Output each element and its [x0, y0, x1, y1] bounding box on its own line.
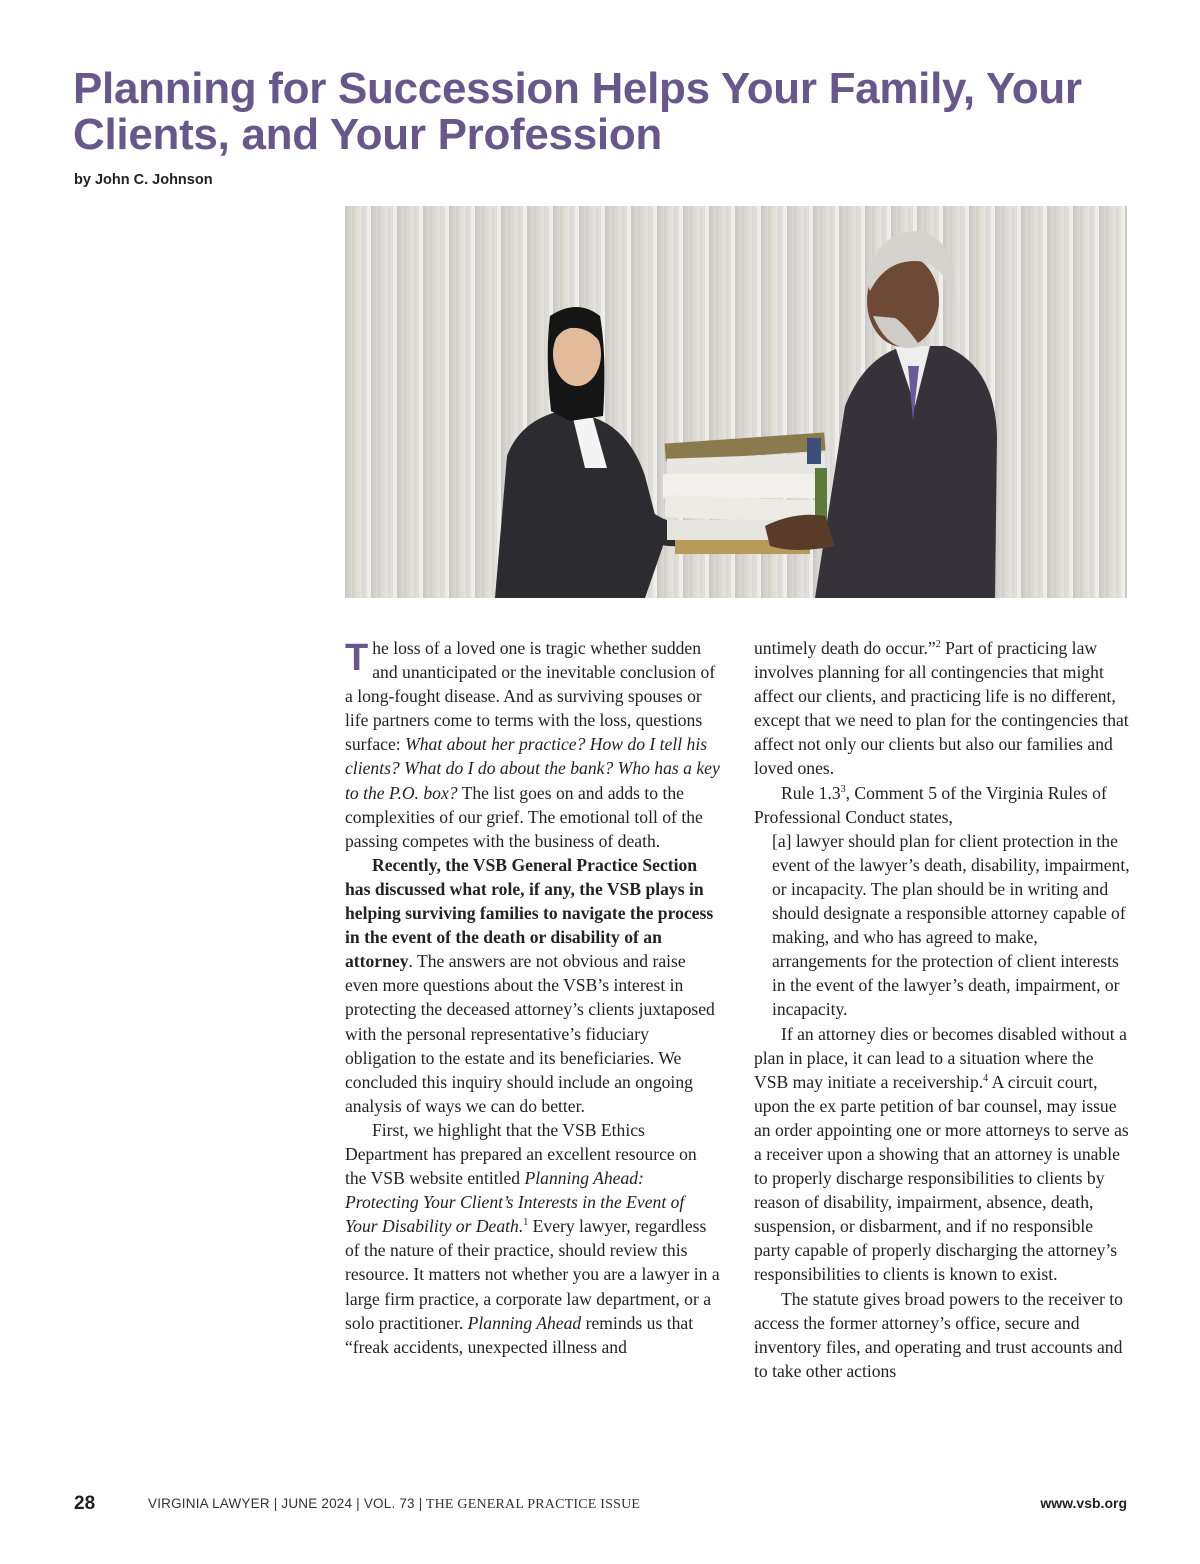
- article-column-left: [345, 636, 721, 1359]
- article-photo: [345, 206, 1127, 598]
- footnote-ref: 4: [983, 1072, 989, 1084]
- paragraph-1: [345, 636, 721, 853]
- magazine-name: VIRGINIA LAWYER | JUNE 2024 | VOL. 73 |: [148, 1496, 423, 1511]
- paragraph-7: [754, 1287, 1130, 1383]
- bold-lead: Recently, the VSB General Practice Section has discussed what role, if any, the VSB plays in helping surviving families to navigate the process in the event of the death or disability of an attorney: [345, 854, 714, 972]
- magazine-info: [148, 1496, 640, 1513]
- text-run: First, we highlight that the VSB Ethics Department has prepared an excellent resource on the VSB website entitled: [345, 1119, 697, 1189]
- drop-cap: T: [345, 637, 369, 679]
- resource-short-title: Planning Ahead: [467, 1312, 582, 1333]
- text-run: The list goes on and adds to the complexities of our grief. The emotional toll of the passing competes with the business of death.: [345, 782, 703, 851]
- website-link[interactable]: www.vsb.org: [1040, 1495, 1127, 1511]
- page-footer: [0, 1493, 1200, 1517]
- footnote-ref: 1: [523, 1217, 529, 1229]
- italic-questions: What about her practice? How do I tell his clients? What do I do about the bank? Who has a key to the P.O. box?: [345, 734, 720, 803]
- byline: by John C. Johnson: [74, 172, 213, 188]
- footnote-ref: 3: [840, 783, 846, 795]
- issue-name: THE GENERAL PRACTICE ISSUE: [422, 1497, 641, 1512]
- paragraph-4: [754, 636, 1130, 781]
- text-run: The statute gives broad powers to the receiver to access the former attorney’s office, secure and inventory files, and operating and trust accounts and to take other actions: [754, 1288, 1123, 1381]
- paragraph-3: [345, 1118, 721, 1359]
- text-run: , Comment 5 of the Virginia Rules of Professional Conduct states,: [754, 782, 1107, 827]
- text-run: reminds us that “freak accidents, unexpected illness and: [345, 1312, 694, 1357]
- page-number: 28: [74, 1493, 96, 1514]
- text-run: he loss of a loved one is tragic whether sudden and unanticipated or the inevitable conclusion of a long-fought disease. And as surviving spouses or life partners come to terms with the loss, questions surface:: [345, 638, 716, 755]
- text-run: untimely death do occur.”: [754, 638, 936, 658]
- text-run: Rule 1.3: [781, 782, 841, 803]
- paragraph-2: [345, 853, 721, 1118]
- resource-title: Planning Ahead: Protecting Your Client’s Interests in the Event of Your Disability or Death.: [345, 1168, 685, 1237]
- text-run: A circuit court, upon the ex parte petition of bar counsel, may issue an order appointing one or more attorneys to serve as a receiver upon a showing that an attorney is unable to properly discharge responsibilities to clients by reason of disability, impairment, absence, death, suspension, or disbarment, and if no responsible party capable of properly discharging the attorney’s responsibilities to clients is known to exist.: [754, 1071, 1129, 1285]
- text-run: Every lawyer, regardless of the nature of their practice, should review this resource. It matters not whether you are a lawyer in a large firm practice, a corporate law department, or a solo practitioner.: [345, 1216, 720, 1333]
- paragraph-6: [754, 1022, 1130, 1287]
- article-column-right: [754, 636, 1130, 1383]
- footnote-ref: 2: [935, 639, 941, 651]
- rule-quote: [a] lawyer should plan for client protection in the event of the lawyer’s death, disability, impairment, or incapacity. The plan should be in writing and should designate a responsible attorney capable of making, and who has agreed to make, arrangements for the protection of client interests in the event of the lawyer’s death, impairment, or incapacity.: [772, 830, 1130, 1020]
- text-run: . The answers are not obvious and raise even more questions about the VSB’s interest in protecting the deceased attorney’s clients juxtaposed with the personal representative’s fiduciary obligation to the estate and its beneficiaries. We concluded this inquiry should include an ongoing analysis of ways we can do better.: [345, 951, 715, 1116]
- text-run: Part of practicing law involves planning for all contingencies that might affect our clients, and practicing life is no different, except that we need to plan for the contingencies that affect not only our clients but also our families and loved ones.: [754, 638, 1129, 779]
- article-title: Planning for Succession Helps Your Family, Your Clients, and Your Profession: [73, 64, 1082, 159]
- text-run: If an attorney dies or becomes disabled without a plan in place, it can lead to a situation where the VSB may initiate a receivership.: [754, 1023, 1127, 1092]
- paragraph-5: [754, 781, 1130, 829]
